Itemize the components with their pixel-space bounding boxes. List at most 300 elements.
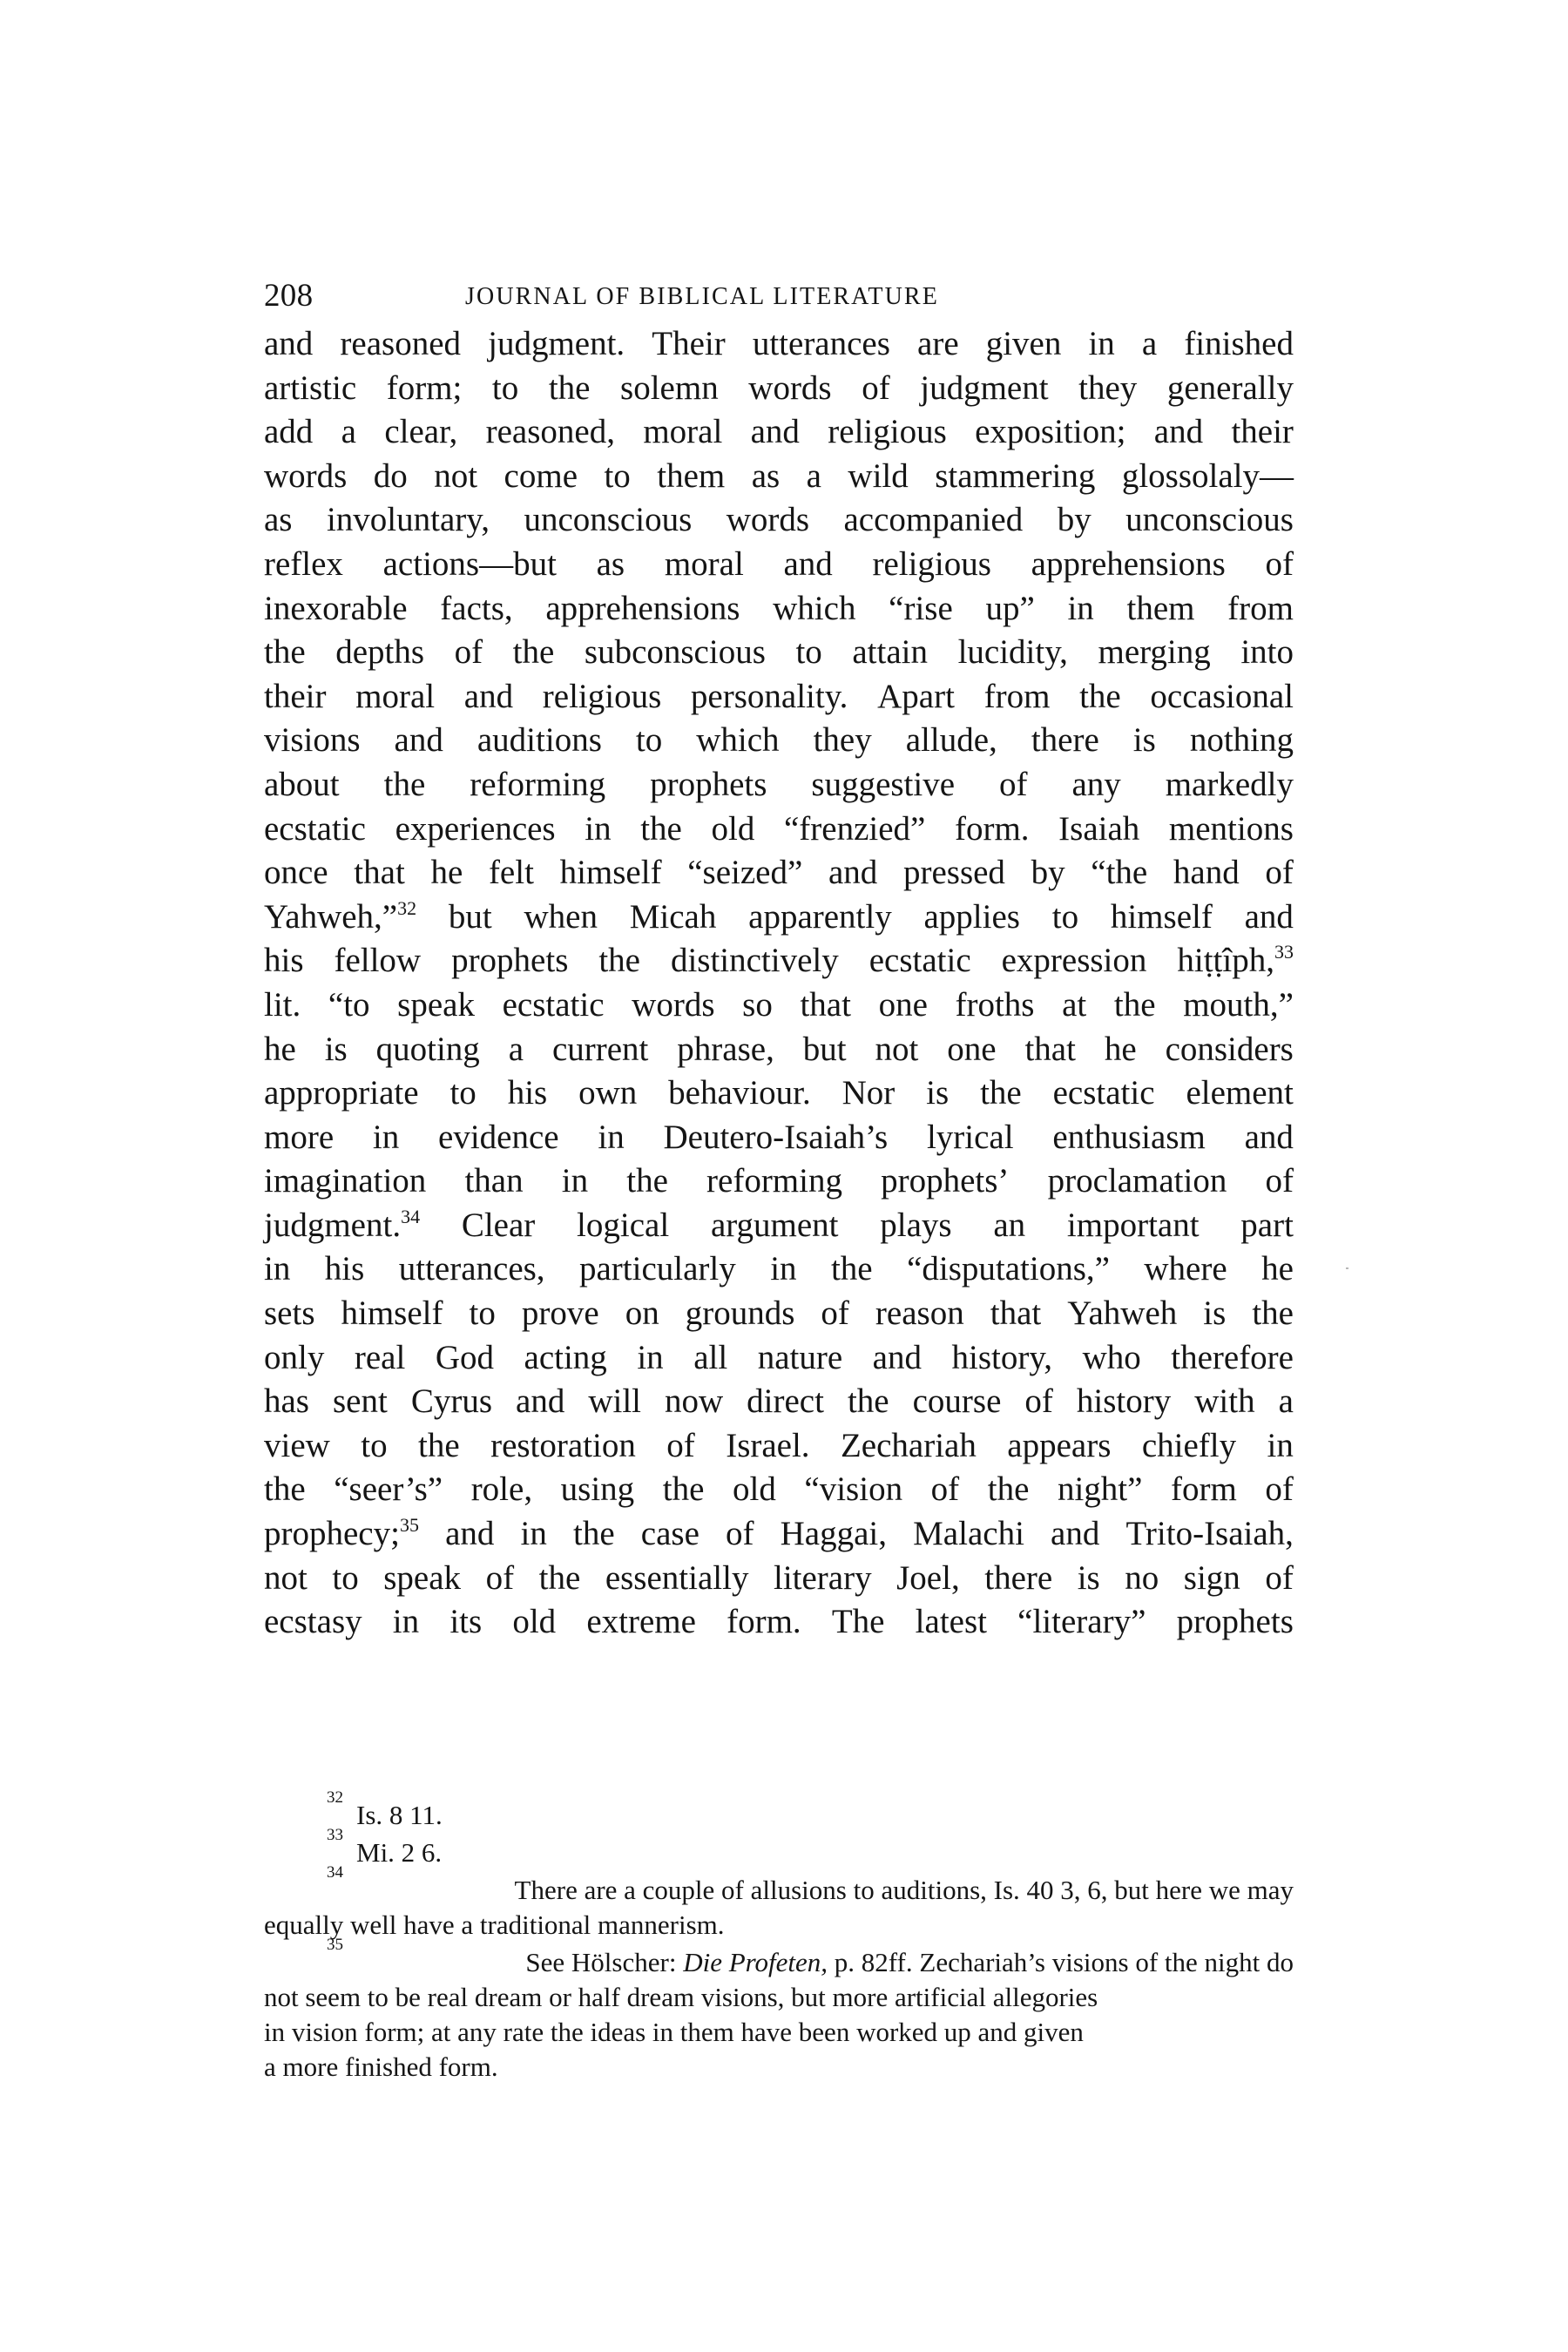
body-word: a <box>1141 325 1158 362</box>
body-word: are <box>917 325 959 362</box>
body-word: now <box>665 1382 724 1421</box>
body-word: the <box>1113 985 1156 1024</box>
body-word: himself <box>341 1294 443 1333</box>
body-word: prophecy; <box>264 1515 400 1553</box>
body-word: prophets <box>451 942 569 980</box>
body-word: personality. <box>690 677 848 715</box>
body-line <box>264 367 1294 411</box>
body-word: the <box>847 1382 889 1421</box>
body-line <box>264 1512 1294 1557</box>
body-word: fellow <box>334 942 422 980</box>
body-word: markedly <box>1165 765 1294 803</box>
body-word: only <box>264 1338 325 1376</box>
body-word: mouth,” <box>1183 985 1294 1024</box>
body-word: Their <box>652 325 726 362</box>
body-word: and <box>872 1338 922 1376</box>
body-word: but <box>802 1030 847 1068</box>
body-word: on <box>625 1294 659 1333</box>
body-word: moral <box>355 677 436 715</box>
footnote-line <box>264 1980 1294 2015</box>
body-line <box>264 1336 1294 1381</box>
body-word: and <box>264 325 314 362</box>
body-line <box>264 543 1294 587</box>
body-line <box>264 1204 1294 1248</box>
scan-mark <box>1346 1267 1348 1269</box>
body-word: attain <box>852 633 928 672</box>
body-word: judgment <box>920 368 1049 407</box>
body-word: appropriate <box>264 1074 419 1112</box>
body-word: in <box>598 1118 625 1156</box>
body-line <box>264 1380 1294 1424</box>
body-word: using <box>560 1470 635 1509</box>
body-word: sets <box>264 1294 315 1333</box>
body-word: hand <box>1173 854 1240 892</box>
body-word: Haggai, <box>780 1515 887 1553</box>
body-word: and <box>1244 1118 1294 1156</box>
body-word: to <box>332 1558 359 1597</box>
body-word: a <box>341 413 356 451</box>
body-word: there <box>1031 721 1099 760</box>
body-line <box>264 322 1294 367</box>
body-word: an <box>993 1206 1026 1244</box>
body-word: of <box>821 1294 849 1333</box>
body-word: to <box>795 633 822 672</box>
body-word: “to <box>328 985 370 1024</box>
body-word: so <box>742 985 773 1024</box>
body-word: and <box>828 854 878 892</box>
body-word: God <box>435 1338 494 1376</box>
body-word: depths <box>335 633 425 672</box>
body-word: his <box>507 1074 548 1112</box>
body-line <box>264 1292 1294 1336</box>
body-word: speak <box>383 1558 462 1597</box>
footnote-line <box>264 1826 1294 1870</box>
footnote <box>264 1826 1294 1870</box>
body-word: Apart <box>877 677 955 715</box>
body-word: exposition; <box>975 413 1126 451</box>
body-word: religious <box>542 677 662 715</box>
body-word: to <box>361 1426 388 1464</box>
body-word: wild <box>848 456 909 495</box>
body-word: direct <box>747 1382 824 1421</box>
body-word: utterances <box>752 325 890 362</box>
body-word: generally <box>1166 368 1294 407</box>
body-word: of <box>1024 1382 1053 1421</box>
body-word: moral <box>664 544 744 583</box>
body-word: Israel. <box>726 1426 810 1464</box>
body-word: “seer’s” <box>334 1470 443 1509</box>
body-word: prophets <box>1176 1603 1294 1641</box>
body-word: to <box>1051 897 1079 936</box>
body-word: distinctively <box>670 942 839 980</box>
footnote-line <box>264 2050 1294 2085</box>
footnote-line <box>264 1908 1294 1943</box>
body-word: “frenzied” <box>783 809 926 848</box>
body-word: hiṭṭîph, <box>1177 942 1274 980</box>
body-word: prove <box>521 1294 599 1333</box>
footnote-line <box>264 1863 1294 1908</box>
body-word: argument <box>710 1206 839 1244</box>
body-word: he <box>1261 1250 1294 1288</box>
body-word: mentions <box>1168 809 1294 848</box>
body-word: the <box>662 1470 705 1509</box>
body-word: accompanied <box>843 501 1024 539</box>
body-word: element <box>1186 1074 1294 1112</box>
word-with-note <box>1177 939 1294 983</box>
body-word: by <box>1031 854 1065 892</box>
body-word: from <box>983 677 1051 715</box>
body-word: unconscious <box>524 501 693 539</box>
footnote <box>264 1863 1294 1943</box>
word-with-note <box>264 1512 419 1557</box>
body-word: do <box>373 456 408 495</box>
body-word: add <box>264 413 314 451</box>
running-head: JOURNAL OF BIBLICAL LITERATURE <box>465 283 939 310</box>
body-word: stammering <box>935 456 1096 495</box>
body-word: particularly <box>579 1250 736 1288</box>
body-word: where <box>1144 1250 1227 1288</box>
body-word: froths <box>955 985 1035 1024</box>
body-word: he <box>264 1030 296 1068</box>
body-word: in <box>1067 589 1094 627</box>
body-word: form. <box>727 1603 801 1641</box>
body-word: Clear <box>461 1206 536 1244</box>
body-word: lucidity, <box>957 633 1068 672</box>
body-word: ecstatic <box>1052 1074 1155 1112</box>
body-line <box>264 1116 1294 1160</box>
body-word: one <box>878 985 928 1024</box>
body-word: judgment. <box>264 1206 402 1244</box>
body-word: a <box>1278 1382 1294 1421</box>
body-word: phrase, <box>677 1030 774 1068</box>
body-word: allude, <box>905 721 997 760</box>
body-word: clear, <box>384 413 458 451</box>
body-word: is <box>1077 1558 1100 1597</box>
body-word: he <box>430 854 463 892</box>
body-word: is <box>324 1030 348 1068</box>
body-word: history, <box>951 1338 1053 1376</box>
body-word: artistic <box>264 368 357 407</box>
body-line <box>264 675 1294 720</box>
word-with-note <box>264 1204 420 1248</box>
body-word: in <box>770 1250 797 1288</box>
body-word: their <box>264 677 327 715</box>
body-word: latest <box>915 1603 987 1641</box>
body-word: the <box>598 942 640 980</box>
body-line <box>264 1159 1294 1204</box>
body-word: the <box>830 1250 873 1288</box>
body-word: inexorable <box>264 589 408 627</box>
body-line <box>264 498 1294 543</box>
body-word: sent <box>333 1382 388 1421</box>
body-word: extreme <box>586 1603 696 1641</box>
body-word: “seized” <box>687 854 803 892</box>
body-word: the <box>572 1515 615 1553</box>
body-word: quoting <box>375 1030 480 1068</box>
body-word: lit. <box>264 985 301 1024</box>
body-word: has <box>264 1382 309 1421</box>
body-word: that <box>354 854 405 892</box>
body-word: not <box>434 456 478 495</box>
body-word: a <box>806 456 821 495</box>
body-word: Malachi <box>913 1515 1024 1553</box>
body-word: their <box>1231 413 1294 451</box>
body-line <box>264 410 1294 455</box>
footnote-line <box>264 2015 1294 2050</box>
body-word: the <box>640 809 682 848</box>
footnote-text: Is. 8 11. <box>356 1800 443 1830</box>
body-word: reflex <box>264 544 343 583</box>
body-word: the <box>264 633 306 672</box>
body-word: is <box>926 1074 950 1112</box>
body-line <box>264 1557 1294 1601</box>
body-word: important <box>1066 1206 1200 1244</box>
body-word: The <box>831 1603 885 1641</box>
body-line <box>264 1071 1294 1116</box>
body-word: ecstatic <box>264 809 366 848</box>
body-word: Zechariah <box>840 1426 977 1464</box>
body-word: as <box>751 456 781 495</box>
body-word: the <box>626 1162 668 1200</box>
footnote-number: 33 <box>327 1826 343 1844</box>
body-word: as <box>596 544 625 583</box>
body-word: its <box>449 1603 483 1641</box>
body-word: by <box>1057 501 1092 539</box>
body-word: case <box>640 1515 700 1553</box>
body-word: of <box>1265 544 1294 583</box>
body-word: and <box>1153 413 1204 451</box>
body-word: reforming <box>470 765 606 803</box>
body-word: imagination <box>264 1162 427 1200</box>
footnote-text: a more finished form. <box>264 2051 498 2082</box>
body-word: the <box>987 1470 1030 1509</box>
footnote-number: 32 <box>327 1788 343 1807</box>
page-number: 208 <box>264 278 314 314</box>
body-line <box>264 455 1294 499</box>
body-word: logical <box>577 1206 670 1244</box>
body-word: real <box>354 1338 406 1376</box>
body-word: Nor <box>841 1074 896 1112</box>
body-word: in <box>392 1603 420 1641</box>
body-word: utterances, <box>398 1250 545 1288</box>
body-word: of <box>1265 1558 1294 1597</box>
body-word: facts, <box>440 589 513 627</box>
body-word: more <box>264 1118 335 1156</box>
body-word: ecstatic <box>502 985 605 1024</box>
body-word: Yahweh,” <box>264 897 398 936</box>
footnote-reference: 34 <box>401 1205 421 1227</box>
body-word: them <box>657 456 726 495</box>
body-word: plays <box>880 1206 952 1244</box>
body-word: actions—but <box>382 544 557 583</box>
footnote-line <box>264 1788 1294 1833</box>
body-word: acting <box>524 1338 607 1376</box>
body-line <box>264 587 1294 632</box>
body-word: and <box>445 1515 495 1553</box>
body-word: from <box>1227 589 1294 627</box>
footnote <box>264 1788 1294 1833</box>
body-word: into <box>1240 633 1294 672</box>
body-word: words <box>726 501 810 539</box>
body-word: felt <box>488 854 534 892</box>
footnote-text: in vision form; at any rate the ideas in them have been worked up and given <box>264 2017 1084 2047</box>
body-word: the <box>418 1426 460 1464</box>
body-word: to <box>604 456 631 495</box>
body-word: the <box>512 633 555 672</box>
body-line <box>264 1424 1294 1469</box>
body-word: considers <box>1165 1030 1294 1068</box>
body-word: religious <box>828 413 947 451</box>
body-word: to <box>469 1294 496 1333</box>
body-word: himself <box>559 854 662 892</box>
main-text-block <box>264 322 1294 1645</box>
footnote-text: Mi. 2 6. <box>356 1837 443 1868</box>
body-word: the <box>980 1074 1022 1112</box>
body-word: and <box>750 413 800 451</box>
body-word: applies <box>923 897 1020 936</box>
body-word: Isaiah <box>1058 809 1140 848</box>
body-word: is <box>1132 721 1156 760</box>
body-word: “literary” <box>1017 1603 1146 1641</box>
body-word: them <box>1126 589 1195 627</box>
body-word: that <box>1024 1030 1076 1068</box>
body-word: religious <box>872 544 991 583</box>
body-word: involuntary, <box>326 501 490 539</box>
body-word: appears <box>1007 1426 1112 1464</box>
footnote-reference: 35 <box>399 1514 419 1537</box>
body-word: evidence <box>438 1118 559 1156</box>
body-word: one <box>947 1030 997 1068</box>
body-line <box>264 763 1294 808</box>
body-word: Trito-Isaiah, <box>1125 1515 1294 1553</box>
body-word: role, <box>470 1470 533 1509</box>
body-word: form. <box>954 809 1030 848</box>
footnote-text: equally well have a traditional mannerism. <box>264 1909 725 1940</box>
footnote-text: There are a couple of allusions to auditions, Is. 40 3, 6, but here we may <box>514 1875 1294 1905</box>
body-word: experiences <box>395 809 556 848</box>
body-word: of <box>930 1470 960 1509</box>
body-word: up” <box>985 589 1035 627</box>
body-word: prophets <box>650 765 767 803</box>
body-word: in <box>637 1338 664 1376</box>
body-word: but <box>448 897 492 936</box>
body-word: of <box>1265 1162 1294 1200</box>
body-word: there <box>984 1558 1053 1597</box>
body-word: words <box>748 368 832 407</box>
body-word: night” <box>1057 1470 1143 1509</box>
body-word: not <box>264 1558 308 1597</box>
body-word: in <box>1088 325 1115 362</box>
body-word: “vision <box>804 1470 903 1509</box>
body-line <box>264 1247 1294 1292</box>
body-word: the <box>548 368 591 407</box>
body-word: Joel, <box>896 1558 960 1597</box>
body-word: they <box>813 721 872 760</box>
body-word: ecstatic <box>868 942 971 980</box>
body-word: course <box>912 1382 1002 1421</box>
body-word: nothing <box>1189 721 1294 760</box>
body-word: of <box>862 368 890 407</box>
body-word: prophets’ <box>881 1162 1010 1200</box>
body-word: behaviour. <box>668 1074 811 1112</box>
body-word: of <box>454 633 483 672</box>
body-word: reasoned, <box>485 413 615 451</box>
body-word: that <box>800 985 851 1024</box>
body-word: the <box>1252 1294 1294 1333</box>
body-line <box>264 1028 1294 1072</box>
body-word: himself <box>1110 897 1213 936</box>
footnote-number: 34 <box>327 1863 343 1882</box>
body-word: Cyrus <box>410 1382 493 1421</box>
body-word: to <box>491 368 519 407</box>
body-word: no <box>1125 1558 1159 1597</box>
body-word: therefore <box>1171 1338 1294 1376</box>
footnote-text: See Hölscher: Die Profeten, p. 82ff. Zechariah’s visions of the night do <box>525 1947 1294 1977</box>
body-word: of <box>999 765 1028 803</box>
body-word: glossolaly— <box>1121 456 1294 495</box>
footnote-reference: 32 <box>397 896 417 919</box>
body-word: which <box>773 589 856 627</box>
body-word: of <box>1265 854 1294 892</box>
body-word: when <box>524 897 598 936</box>
body-word: and <box>1244 897 1294 936</box>
body-word: own <box>578 1074 638 1112</box>
body-word: words <box>264 456 348 495</box>
body-word: occasional <box>1150 677 1294 715</box>
body-word: once <box>264 854 328 892</box>
footnote <box>264 1936 1294 2085</box>
body-word: history <box>1076 1382 1172 1421</box>
body-word: reforming <box>706 1162 842 1200</box>
body-word: moral <box>643 413 723 451</box>
body-word: proclamation <box>1047 1162 1227 1200</box>
body-word: about <box>264 765 340 803</box>
body-word: a <box>508 1030 524 1068</box>
body-word: apparently <box>748 897 892 936</box>
body-word: that <box>990 1294 1042 1333</box>
body-word: nature <box>757 1338 843 1376</box>
body-word: essentially <box>605 1558 749 1597</box>
body-word: given <box>985 325 1062 362</box>
body-word: chiefly <box>1141 1426 1237 1464</box>
body-word: his <box>264 942 304 980</box>
body-word: “the <box>1091 854 1148 892</box>
body-word: lyrical <box>926 1118 1014 1156</box>
body-word: reasoned <box>340 325 462 362</box>
body-word: apprehensions <box>1031 544 1226 583</box>
body-word: pressed <box>902 854 1005 892</box>
footnotes <box>264 1788 1294 2085</box>
body-word: old <box>711 809 755 848</box>
footnote-text: not seem to be real dream or half dream visions, but more artificial allegories <box>264 1982 1098 2012</box>
body-word: restoration <box>490 1426 636 1464</box>
body-word: with <box>1194 1382 1255 1421</box>
body-line <box>264 939 1294 983</box>
body-word: sign <box>1183 1558 1240 1597</box>
body-word: judgment. <box>488 325 625 362</box>
body-word: merging <box>1098 633 1211 672</box>
word-with-note <box>264 896 416 940</box>
footnote-reference: 33 <box>1274 941 1294 963</box>
body-word: is <box>1203 1294 1227 1333</box>
body-word: and <box>1051 1515 1100 1553</box>
body-word: in <box>520 1515 547 1553</box>
body-word: “disputations,” <box>907 1250 1110 1288</box>
body-word: and <box>463 677 514 715</box>
body-line <box>264 1600 1294 1645</box>
body-word: and <box>783 544 833 583</box>
body-word: they <box>1078 368 1138 407</box>
